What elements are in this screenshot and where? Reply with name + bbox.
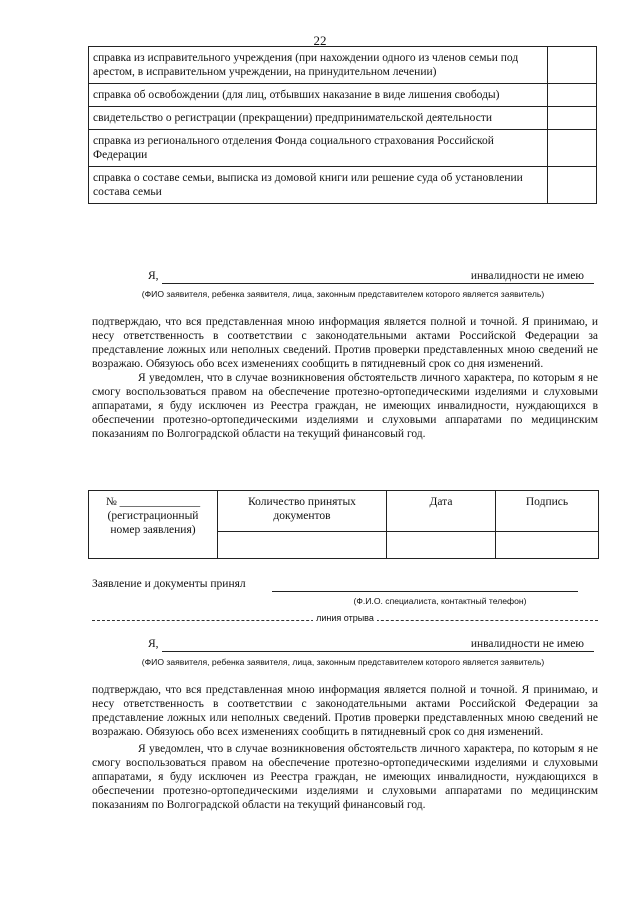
documents-table bbox=[88, 46, 597, 204]
document-check-cell bbox=[548, 84, 597, 107]
table-row bbox=[89, 130, 597, 167]
table-row bbox=[89, 107, 597, 130]
document-item: справка из регионального отделения Фонда социального страхования Российской Федерации bbox=[89, 130, 548, 167]
accepted-label: Заявление и документы принял bbox=[92, 578, 246, 590]
document-item: справка об освобождении (для лиц, отбывших наказание в виде лишения свободы) bbox=[89, 84, 548, 107]
date-cell bbox=[387, 532, 496, 559]
notice-paragraph: Я уведомлен, что в случае возникновения обстоятельств личного характера, по которым я не смогу воспользоваться правом на обеспечение протезно-ортопедическими изделиями и слуховыми аппаратами, я буду исключен из Реестра граждан, не имеющих инвалидности, нуждающихся в обеспечении протезно-ортопедическими изделиями и слуховыми аппаратами по медицинским показаниям по Волгоградской области на текущий финансовый год. bbox=[92, 743, 598, 811]
no-disability-label: инвалидности не имею bbox=[470, 270, 584, 282]
document-item: свидетельство о регистрации (прекращении) предпринимательской деятельности bbox=[89, 107, 548, 130]
notice-paragraph: Я уведомлен, что в случае возникновения обстоятельств личного характера, по которым я не смогу воспользоваться правом на обеспечение протезно-ортопедическими изделиями и слуховыми аппаратами, я буду исключен из Реестра граждан, не имеющих инвалидности, нуждающихся в обеспечении протезно-ортопедическими изделиями и слуховыми аппаратами по медицинским показаниям по Волгоградской области на текущий финансовый год. bbox=[92, 372, 598, 440]
fio-line bbox=[92, 270, 594, 286]
reg-number-field: № ______________ bbox=[105, 496, 201, 508]
fio-caption-2: (ФИО заявителя, ребенка заявителя, лица, законным представителем которого является заявитель) bbox=[141, 657, 545, 667]
confirmation-paragraph: подтверждаю, что вся представленная мною информация является полной и точной. Я принимаю, и несу ответственность в соответствии с законодательными актами Российской Федерации за представление ложных или неполных сведений. Против проверки представленных мною сведений не возражаю. Обязуюсь обо всех изменениях сообщить в пятидневный срок со дня изменений. bbox=[92, 684, 598, 738]
specialist-caption: (Ф.И.О. специалиста, контактный телефон) bbox=[353, 596, 527, 606]
doc-count-cell bbox=[218, 532, 387, 559]
confirmation-paragraph: подтверждаю, что вся представленная мною информация является полной и точной. Я принимаю, и несу ответственность в соответствии с законодательными актами Российской Федерации за представление ложных или неполных сведений. Против проверки представленных мною сведений не возражаю. Обязуюсь обо всех изменениях сообщить в пятидневный срок со дня изменений. bbox=[92, 316, 598, 370]
document-check-cell bbox=[548, 107, 597, 130]
registration-table bbox=[88, 490, 599, 559]
reg-number-label: (регистрационный номер заявления) bbox=[107, 510, 199, 536]
fio-underline bbox=[162, 651, 594, 652]
table-header-row bbox=[89, 491, 599, 532]
signature-header: Подпись bbox=[496, 491, 599, 532]
date-header: Дата bbox=[387, 491, 496, 532]
document-check-cell bbox=[548, 130, 597, 167]
accepted-underline bbox=[272, 591, 578, 592]
document-item: справка о составе семьи, выписка из домовой книги или решение суда об установлении состава семьи bbox=[89, 167, 548, 204]
table-row bbox=[89, 167, 597, 204]
signature-cell bbox=[496, 532, 599, 559]
reg-number-cell bbox=[89, 491, 218, 559]
document-item: справка из исправительного учреждения (при нахождении одного из членов семьи под арестом, в исправительном учреждении, на принудительном лечении) bbox=[89, 47, 548, 84]
ya-label: Я, bbox=[148, 638, 159, 650]
declaration-text bbox=[92, 315, 598, 441]
table-row bbox=[89, 47, 597, 84]
document-check-cell bbox=[548, 167, 597, 204]
page-number: 22 bbox=[313, 33, 327, 48]
document-check-cell bbox=[548, 47, 597, 84]
fio-underline bbox=[162, 283, 594, 284]
fio-caption: (ФИО заявителя, ребенка заявителя, лица, законным представителем которого является заявитель) bbox=[141, 289, 545, 299]
accepted-line bbox=[92, 578, 598, 594]
tear-line bbox=[92, 613, 598, 627]
fio-line-2 bbox=[92, 638, 594, 654]
no-disability-label: инвалидности не имею bbox=[470, 638, 584, 650]
doc-count-header: Количество принятых документов bbox=[218, 491, 387, 532]
ya-label: Я, bbox=[148, 270, 159, 282]
table-row bbox=[89, 84, 597, 107]
tear-line-label: линия отрыва bbox=[313, 613, 377, 623]
declaration-text-2 bbox=[92, 683, 598, 812]
